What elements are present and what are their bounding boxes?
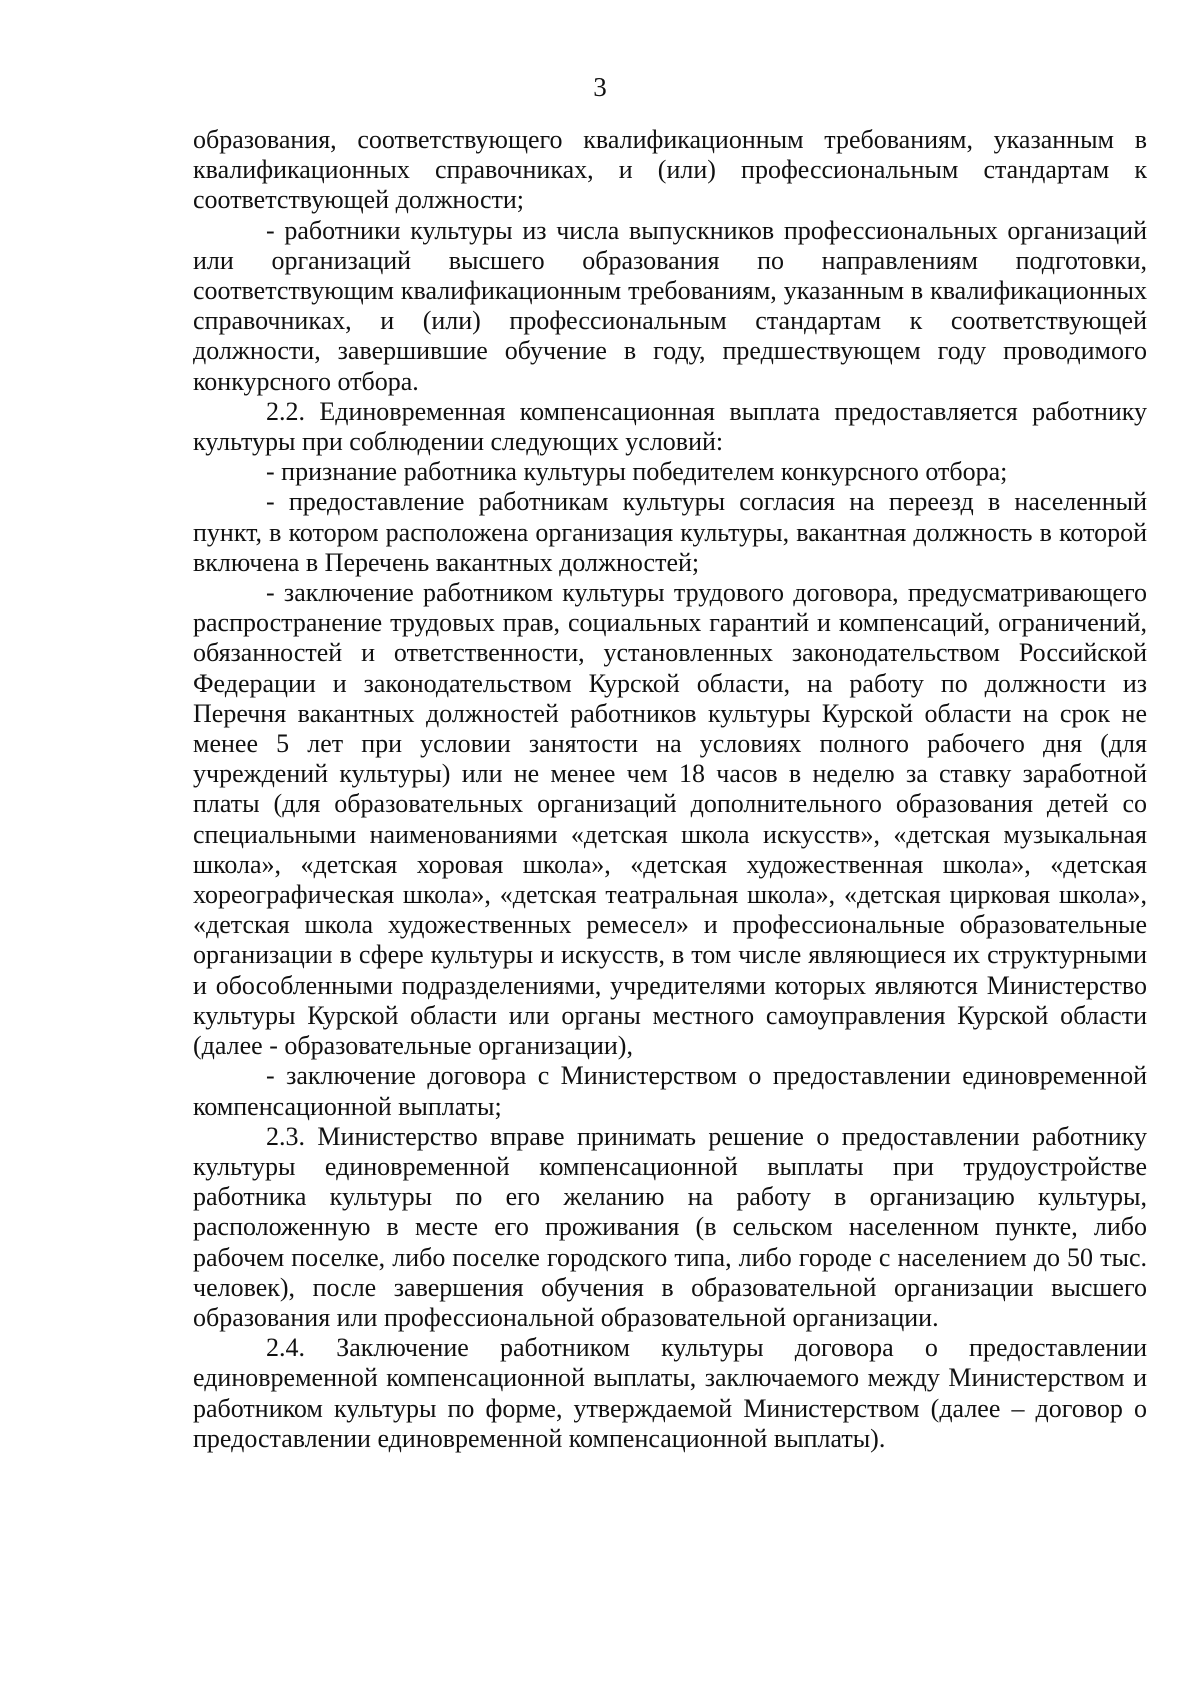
- paragraph-2-3: 2.3. Министерство вправе принимать решение о предоставлении работнику культуры единовременной компенсационной выплаты при трудоустройстве работника культуры по его желанию на работу в организацию культуры, расположенную в месте его проживания (в сельском населенном пункте, либо рабочем поселке, либо поселке городского типа, либо городе с населением до 50 тыс. человек), после завершения обучения в образовательной организации высшего образования или профессиональной образовательной организации.: [193, 1121, 1147, 1332]
- paragraph-condition-winner: - признание работника культуры победителем конкурсного отбора;: [266, 457, 1008, 487]
- page-number: 3: [593, 72, 607, 102]
- paragraph-continuation: образования, соответствующего квалификационным требованиям, указанным в квалификационных справочниках, и (или) профессиональным стандартам к соответствующей должности;: [193, 125, 1147, 215]
- paragraph-condition-agreement: - заключение договора с Министерством о предоставлении единовременной компенсационной выплаты;: [193, 1061, 1147, 1121]
- paragraph-2-2: 2.2. Единовременная компенсационная выплата предоставляется работнику культуры при соблюдении следующих условий:: [193, 396, 1147, 457]
- paragraph-condition-labor-contract: - заключение работником культуры трудового договора, предусматривающего распространение трудовых прав, социальных гарантий и компенсаций, ограничений, обязанностей и ответственности, установленных законодательством Российской Федерации и законодательством Курской области, на работу по должности из Перечня вакантных должностей работников культуры Курской области на срок не менее 5 лет при условии занятости на условиях полного рабочего дня (для учреждений культуры) или не менее чем 18 часов в неделю за ставку заработной платы (для образовательных организаций дополнительного образования детей со специальными наименованиями «детская школа искусств», «детская музыкальная школа», «детская хоровая школа», «детская художественная школа», «детская хореографическая школа», «детская театральная школа», «детская цирковая школа», «детская школа художественных ремесел» и профессиональные образовательные организации в сфере культуры и искусств, в том числе являющиеся их структурными и обособленными подразделениями, учредителями которых являются Министерство культуры Курской области или органы местного самоуправления Курской области (далее - образовательные организации),: [193, 578, 1147, 1061]
- document-body: [193, 125, 1147, 1454]
- paragraph-graduates: - работники культуры из числа выпускников профессиональных организаций или организаций высшего образования по направлениям подготовки, соответствующим квалификационным требованиям, указанным в квалификационных справочниках, и (или) профессиональным стандартам к соответствующей должности, завершившие обучение в году, предшествующем году проводимого конкурсного отбора.: [193, 215, 1147, 396]
- paragraph-condition-relocation: - предоставление работникам культуры согласия на переезд в населенный пункт, в котором расположена организация культуры, вакантная должность в которой включена в Перечень вакантных должностей;: [193, 487, 1147, 577]
- paragraph-2-4: 2.4. Заключение работником культуры договора о предоставлении единовременной компенсационной выплаты, заключаемого между Министерством и работником культуры по форме, утверждаемой Министерством (далее – договор о предоставлении единовременной компенсационной выплаты).: [193, 1333, 1147, 1453]
